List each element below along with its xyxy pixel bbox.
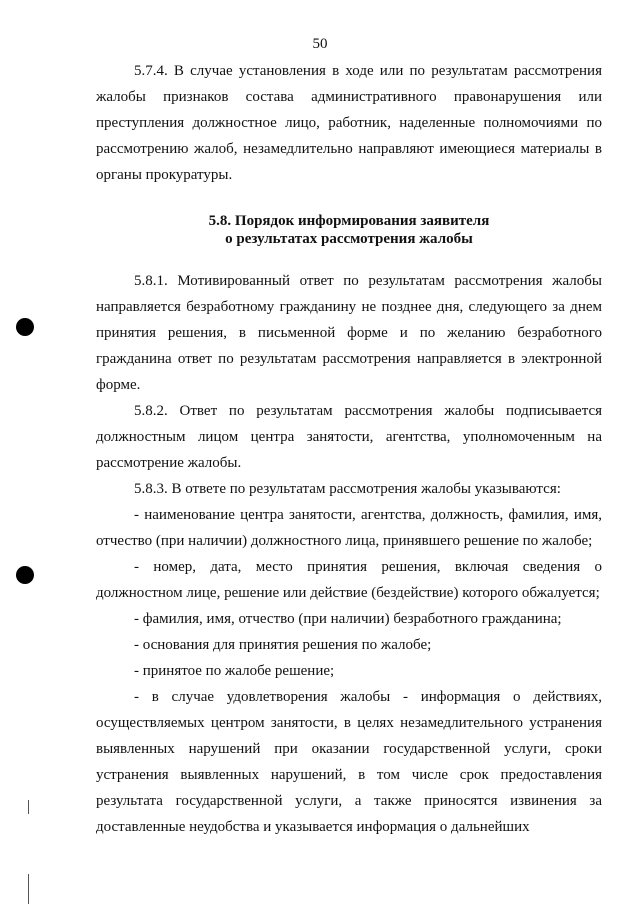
punch-hole-bottom [16,566,34,584]
paragraph-5-8-1: 5.8.1. Мотивированный ответ по результатам рассмотрения жалобы направляется безработному гражданину не позднее дня, следующего за днем принятия решения, в письменной форме и по желанию безработного гражданина ответ по результатам рассмотрения направляется в электронной форме. [96,273,602,393]
paragraph-5-7-4: 5.7.4. В случае установления в ходе или по результатам рассмотрения жалобы признаков состава административного правонарушения или преступления должностное лицо, работник, наделенные полномочиями по рассмотрению жалоб, незамедлительно направляют имеющиеся материалы в органы прокуратуры. [96,63,602,183]
scan-edge-mark [28,800,29,814]
punch-hole-top [16,318,34,336]
list-item: - в случае удовлетворения жалобы - информация о действиях, осуществляемых центром занятости, в целях незамедлительного устранения выявленных нарушений при оказании государственной услуги, сроки устранения выявленных нарушений, в том числе срок предоставления результата государственной услуги, а также приносятся извинения за доставленные неудобства и указывается информация о дальнейших [96,689,602,835]
scan-edge-mark [28,874,29,904]
section-heading [96,212,602,248]
list-item: - номер, дата, место принятия решения, включая сведения о должностном лице, решение или действие (бездействие) которого обжалуется; [96,559,602,601]
page-number: 50 [312,36,328,52]
document-body [96,58,602,840]
list-item: - наименование центра занятости, агентства, должность, фамилия, имя, отчество (при наличии) должностного лица, принявшего решение по жалобе; [96,507,602,549]
paragraph-5-8-3: 5.8.3. В ответе по результатам рассмотрения жалобы указываются: [134,481,561,497]
list-item: - основания для принятия решения по жалобе; [134,637,432,653]
section-heading-line-2: о результатах рассмотрения жалобы [225,231,473,247]
list-item: - принятое по жалобе решение; [134,663,335,679]
section-heading-line-1: 5.8. Порядок информирования заявителя [208,213,490,229]
paragraph-5-8-2: 5.8.2. Ответ по результатам рассмотрения жалобы подписывается должностным лицом центра занятости, агентства, уполномоченным на рассмотрение жалобы. [96,403,602,471]
list-item: - фамилия, имя, отчество (при наличии) безработного гражданина; [134,611,562,627]
